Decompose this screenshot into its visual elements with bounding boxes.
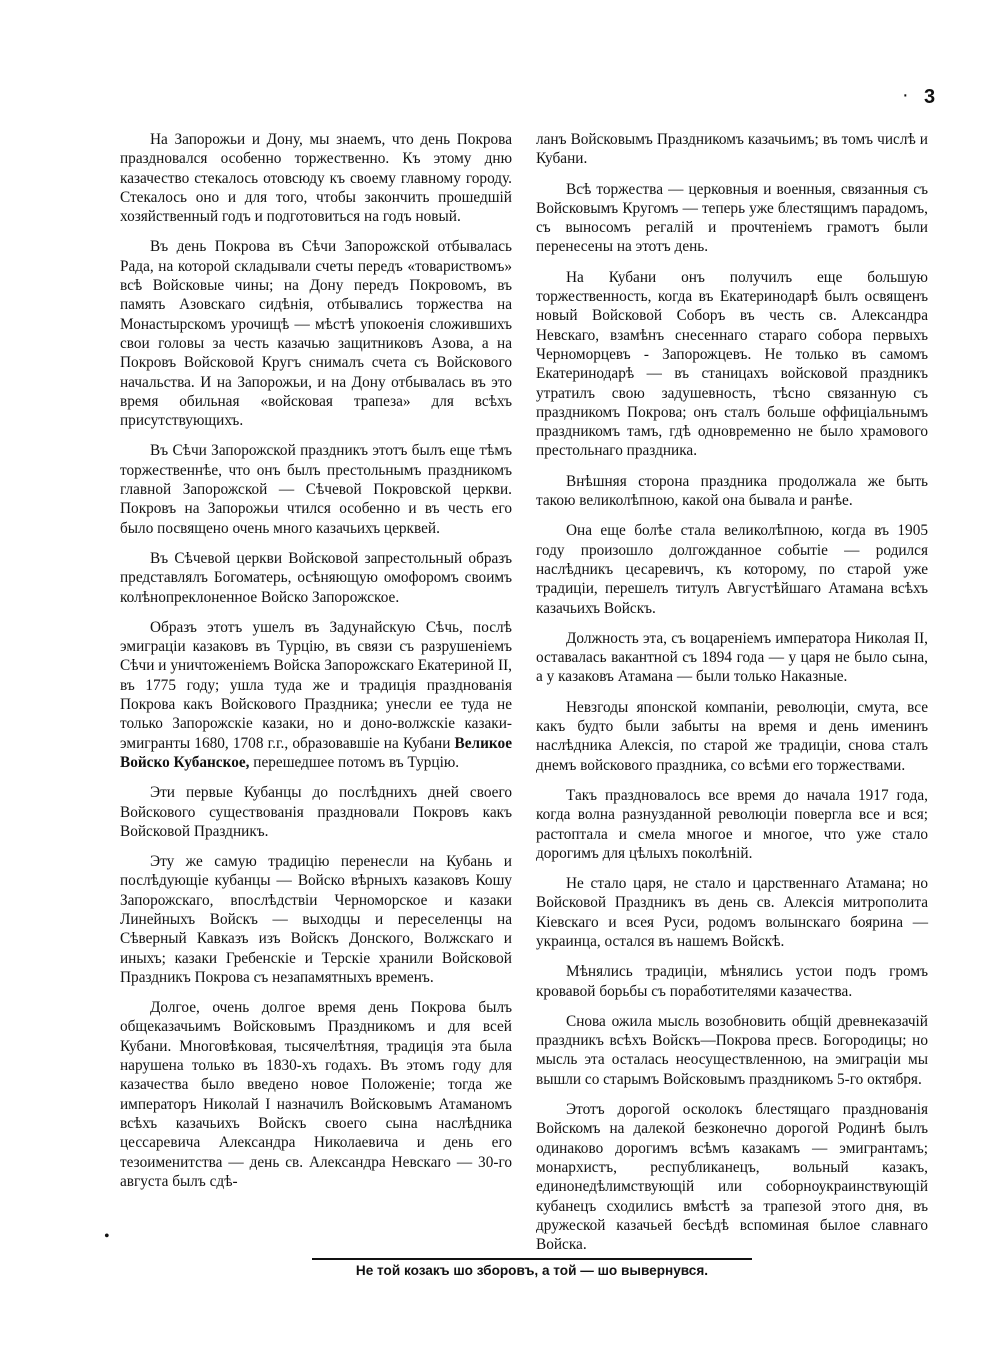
paragraph: Въ день Покрова въ Сѣчи Запорожской отбывалась Рада, на которой складывали счеты передъ «товариствомъ» всѣ Войсковые чины; на Дону передъ Покровомъ, въ память Азовскаго сидѣнія, отбывались торжества на Монастырскомъ урочищѣ — мѣстѣ упокоенія сложившихъ свои головы за честь казачью защитниковъ Азова, а на Покровъ Войсковой Кругъ снималъ счета съ Войскового начальства. И на Запорожьи, и на Дону отбывалась въ это время обильная «войсковая трапеза» для всѣхъ присутствующихъ. — [120, 238, 512, 430]
paragraph: Должность эта, съ воцареніемъ императора Николая II, оставалась вакантной съ 1894 года — у царя не было сына, а у казаковъ Атамана — были только Наказные. — [536, 629, 928, 686]
paragraph: На Запорожьи и Дону, мы знаемъ, что день Покрова праздновался особенно торжественно. Къ этому дню казачество стекалось отовсюду къ своему главному городу. Стекалось оно и для того, чтобы закончить прошедшій хозяйственный годъ и подготовиться на годъ новый. — [120, 131, 512, 226]
paragraph: Не стало царя, не стало и царственнаго Атамана; но Войсковой Праздникъ въ день св. Алексія митрополита Кіевскаго и всея Руси, родомъ волынскаго боярина — украинца, остался въ нашемъ Войскѣ. — [536, 875, 928, 950]
page-number: · 3 — [924, 86, 935, 109]
left-column — [120, 130, 512, 1191]
paragraph: Эту же самую традицію перенесли на Кубань и послѣдующіе кубанцы — Войско вѣрныхъ казаковъ Кошу Запорожскаго, впослѣдствіи Черноморское и казаки Линейныхъ Войскъ — выходцы и переселенцы на Сѣверный Кавказъ изъ Войскъ Донского, Волжскаго и иныхъ; казаки Гребенскіе и Терскіе хранили Войсковой Праздникъ Покрова съ незапамятныхъ временъ. — [120, 853, 512, 986]
paragraph-text: Образъ этотъ ушелъ въ Задунайскую Сѣчь, послѣ эмиграціи казаковъ въ Турцію, въ связи съ разрушеніемъ Сѣчи и уничтоженіемъ Войска Запорожскаго Екатериной II, въ 1775 году; ушла туда же и традиція празднованія Покрова какъ Войскового Праздника; унесли ее туда не только Запорожскіе казаки, но и доно-волжскіе казаки-эмигранты 1680, 1708 г.г., образовавшіе на Кубани — [120, 618, 512, 752]
paragraph: Невзгоды японской компаніи, революціи, смута, все какъ будто были забыты на время и день именинъ наслѣдника Алексія, по старой же традиціи, снова сталъ днемъ войскового праздника, со всѣми его торжествами. — [536, 698, 928, 774]
paragraph: Такъ праздновалось все время до начала 1917 года, когда волна разнузданной революціи повергла все и вся; растоптала и смела многое и многое, что уже стало дорогимъ для цѣлыхъ поколѣній. — [536, 786, 928, 862]
paragraph: Мѣнялись традиціи, мѣнялись устои подъ громъ кровавой борьбы съ поработителями казачества. — [536, 963, 928, 1000]
paragraph-continuation: ланъ Войсковымъ Праздникомъ казачьимъ; въ томъ числѣ и Кубани. — [536, 131, 928, 168]
footer-motto: Не той козакъ шо зборовъ, а той — шо вывернувся. — [355, 1263, 709, 1278]
paragraph: Она еще болѣе стала великолѣпною, когда въ 1905 году произошло долгожданное событіе — родился наслѣдникъ цесаревичъ, къ которому, по старой уже традиціи, перешелъ титулъ Августѣйшаго Атамана всѣхъ казачьихъ Войскъ. — [536, 522, 928, 617]
paragraph: Эти первые Кубанцы до послѣднихъ дней своего Войскового существованія праздновали Покровъ какъ Войсковой Праздникъ. — [120, 784, 512, 840]
paragraph: Внѣшняя сторона праздника продолжала же быть такою великолѣпною, какой она бывала и ранѣе. — [536, 472, 928, 510]
paragraph-with-bold — [120, 618, 512, 772]
bold-phrase: Великое Войско Кубанское, — [120, 734, 512, 771]
paragraph: На Кубани онъ получилъ еще большую торжественность, когда въ Екатеринодарѣ былъ освященъ новый Войсковой Соборъ въ честь св. Александра Невскаго, взамѣнъ снесеннаго стараго собора первыхъ Черноморцевъ - Запорожцевъ. Не только въ самомъ Екатеринодарѣ — въ станицахъ войсковой праздникъ утратилъ свою задушевность, тѣсно связанную съ праздникомъ Покрова; онъ сталъ больше оффиціальнымъ праздникомъ тамъ, гдѣ одновременно не было храмового престольнаго праздника. — [536, 268, 928, 460]
paragraph: Всѣ торжества — церковныя и военныя, связанныя съ Войсковымъ Кругомъ — теперь уже блестящимъ парадомъ, съ выносомъ регалій и прочтеніемъ грамотъ были перенесены на этотъ день. — [536, 180, 928, 256]
paragraph: Въ Сѣчевой церкви Войсковой запрестольный образъ представлялъ Богоматерь, осѣняющую омофоромъ своимъ колѣнопреклоненное Войско Запорожское. — [120, 549, 512, 606]
paragraph: Въ Сѣчи Запорожской праздникъ этотъ былъ еще тѣмъ торжественнѣе, что онъ былъ престольнымъ праздникомъ главной Запорожской — Сѣчевой Покровской церкви. Покровъ на Запорожьи чтился особенно и въ честь его было посвящено очень много казачьихъ церквей. — [120, 442, 512, 537]
paragraph: Долгое, очень долгое время день Покрова былъ общеказачьимъ Войсковымъ Праздникомъ и для всей Кубани. Многовѣковая, тысячелѣтняя, традиція эта была нарушена только въ 1830-хъ годахъ. Въ этомъ году для казачества было введено новое Положеніе; тогда же императоръ Николай I назначилъ Войсковымъ Атаманомъ всѣхъ казачьихъ Войскъ своего сына наслѣдника цессаревича Александра Николаевича и день его тезоименитства — день св. Александра Невскаго — 30-го августа былъ сдѣ- — [120, 999, 512, 1190]
paragraph-tail: перешедшее потомъ въ Турцію. — [249, 753, 460, 771]
margin-dot-mark: • — [104, 1228, 110, 1245]
right-column — [536, 130, 928, 1254]
footer-rule — [312, 1258, 752, 1260]
paragraph: Этотъ дорогой осколокъ блестящаго празднованія Войскомъ на далекой безконечно дорогой Родинѣ былъ одинаково дорогимъ всѣмъ казакамъ — эмигрантамъ; монархистъ, республиканецъ, вольный казакъ, единонедѣлимствующій или соборноукраинствующій кубанецъ сходились вмѣстѣ за трапезой этого дня, въ дружеской казачьей бесѣдѣ вспоминая былое славнаго Войска. — [536, 1101, 928, 1254]
paragraph: Снова ожила мысль возобновить общій древнеказачій праздникъ всѣхъ Войскъ—Покрова пресв. Богородицы; но мысль эта осталась неосуществленною, на эмиграціи мы вышли со старымъ Войсковымъ праздникомъ 5-го октября. — [536, 1012, 928, 1088]
